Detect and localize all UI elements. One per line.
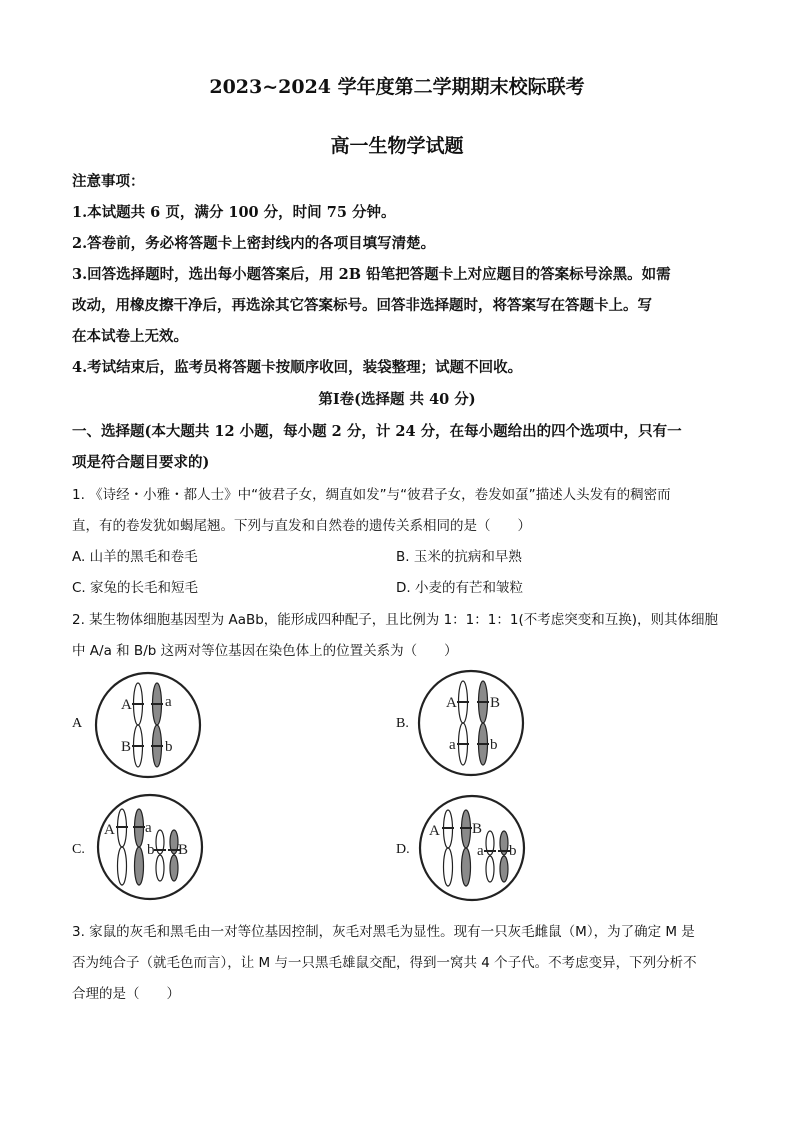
gene-label: B [121,739,132,755]
question-2-option-b-label: B. [396,716,409,731]
cell-diagram-option-c [94,792,214,902]
question-2-stem: 2. 某生物体细胞基因型为 AaBb，能形成四种配子，且比例为 1：1：1：1(不考虑突变和互换)，则其体细胞 [72,612,718,628]
question-1-option-a: A. 山羊的黑毛和卷毛 [72,549,198,565]
part-instructions: 项是符合题目要求的) [72,454,210,471]
cell-diagram-option-b [413,668,533,778]
question-3-stem: 否为纯合子（就毛色而言），让 M 与一只黑毛雄鼠交配，得到一窝共 4 个子代。不考虑变异，下列分析不 [72,955,697,971]
gene-label: A [121,697,132,713]
chromosome-white-long [442,810,454,886]
gene-label: a [449,737,456,753]
chromosome-gray-long [133,809,145,885]
gene-label: A [446,695,457,711]
chromosome-white-long [116,809,128,885]
question-1-option-b: B. 玉米的抗病和早熟 [396,549,522,565]
chromosome-white [132,683,144,767]
question-2-option-c-label: C. [72,842,85,857]
question-2-option-d-label: D. [396,842,410,857]
chromosome-gray-long [460,810,472,886]
question-1-stem: 直，有的卷发犹如蝎尾翘。下列与直发和自然卷的遗传关系相同的是（ ） [72,518,531,534]
chromosome-gray [151,683,163,767]
gene-label: A [104,822,115,838]
gene-label: b [509,843,517,859]
gene-label: b [165,739,173,755]
notes-heading: 注意事项： [72,173,145,190]
exam-subtitle: 高一生物学试题 [330,135,464,157]
part-instructions: 一、选择题(本大题共 12 小题，每小题 2 分，计 24 分，在每小题给出的四个选项中，只有一 [72,423,682,440]
notes-item: 4.考试结束后，监考员将答题卡按顺序收回，装袋整理；试题不回收。 [72,359,523,376]
cell-diagram-option-d [416,793,536,903]
notes-item: 在本试卷上无效。 [72,328,188,345]
gene-label: B [472,821,483,837]
gene-label: a [477,843,484,859]
gene-label: B [490,695,501,711]
cell-diagram-option-a [90,670,210,780]
question-2-option-a-label: A [72,716,83,731]
chromosome-gray [477,681,489,765]
section-title: 第Ⅰ卷(选择题 共 40 分) [318,391,476,408]
gene-label: b [147,842,155,858]
exam-title: 2023~2024 学年度第二学期期末校际联考 [209,76,585,98]
chromosome-white-short [154,830,166,881]
gene-label: a [145,820,152,836]
cell-membrane [96,673,200,777]
notes-item: 3.回答选择题时，选出每小题答案后，用 2B 铅笔把答题卡上对应题目的答案标号涂黑。如需 [72,266,671,283]
cell-membrane [419,671,523,775]
chromosome-white [457,681,469,765]
question-1-option-c: C. 家兔的长毛和短毛 [72,580,199,596]
question-1-option-d: D. 小麦的有芒和皱粒 [396,580,523,596]
gene-label: A [429,823,440,839]
gene-label: B [178,842,189,858]
question-3-stem: 3. 家鼠的灰毛和黑毛由一对等位基因控制，灰毛对黑毛为显性。现有一只灰毛雌鼠（M），为了确定 M 是 [72,924,695,940]
chromosome-white-short [484,831,496,882]
notes-item: 2.答卷前，务必将答题卡上密封线内的各项目填写清楚。 [72,235,436,252]
question-2-stem: 中 A/a 和 B/b 这两对等位基因在染色体上的位置关系为（ ） [72,643,458,659]
notes-item: 1.本试题共 6 页，满分 100 分，时间 75 分钟。 [72,204,396,221]
notes-item: 改动，用橡皮擦干净后，再选涂其它答案标号。回答非选择题时，将答案写在答题卡上。写 [72,297,652,314]
question-1-stem: 1. 《诗经・小雅・都人士》中“彼君子女，绸直如发”与“彼君子女，卷发如虿”描述人头发有的稠密而 [72,487,671,503]
gene-label: a [165,694,172,710]
question-3-stem: 合理的是（ ） [72,986,180,1002]
gene-label: b [490,737,498,753]
